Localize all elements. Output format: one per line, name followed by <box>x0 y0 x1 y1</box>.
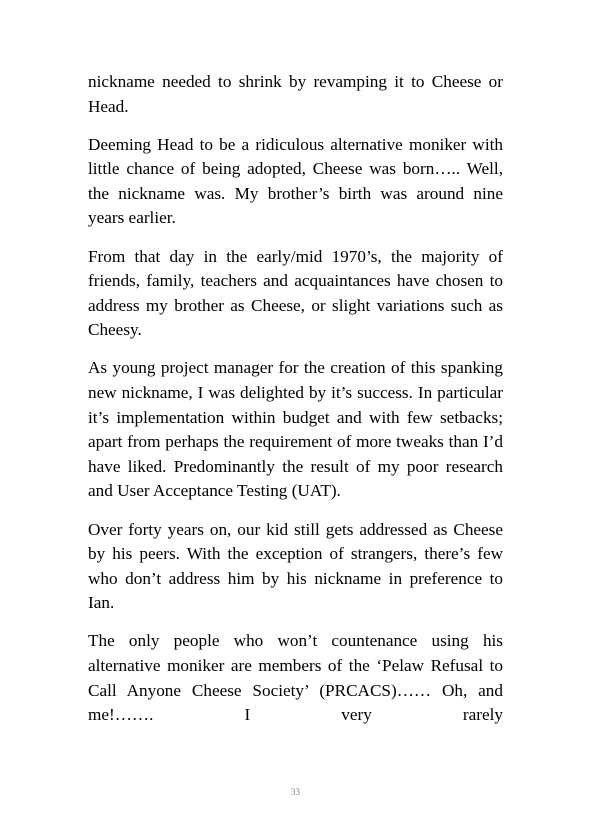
paragraph-3: From that day in the early/mid 1970’s, the majority of friends, family, teachers and acquaintances have chosen to address my brother as Cheese, or slight variations such as Cheesy. <box>88 246 503 340</box>
paragraph-4: As young project manager for the creation of this spanking new nickname, I was delighted by it’s success. In particular it’s implementation within budget and with few setbacks; apart from perhaps the requirement of more tweaks than I’d have liked. Predominantly the result of my poor research and User Acceptance Testing (UAT). <box>88 358 503 501</box>
paragraph-5: Over forty years on, our kid still gets addressed as Cheese by his peers. With the exception of strangers, there’s few who don’t address him by his nickname in preference to Ian. <box>88 519 503 613</box>
paragraph-1: nickname needed to shrink by revamping it to Cheese or Head. <box>88 72 503 116</box>
page-body <box>88 70 503 741</box>
page-number: 33 <box>291 787 300 797</box>
paragraph-2: Deeming Head to be a ridiculous alternative moniker with little chance of being adopted, Cheese was born….. Well, the nickname was. My brother’s birth was around nine years earlier. <box>88 134 503 228</box>
paragraph-6: The only people who won’t countenance using his alternative moniker are members of the ‘Pelaw Refusal to Call Anyone Cheese Society’ (PRCACS)…… Oh, and me!……. I very rarely <box>88 631 503 725</box>
